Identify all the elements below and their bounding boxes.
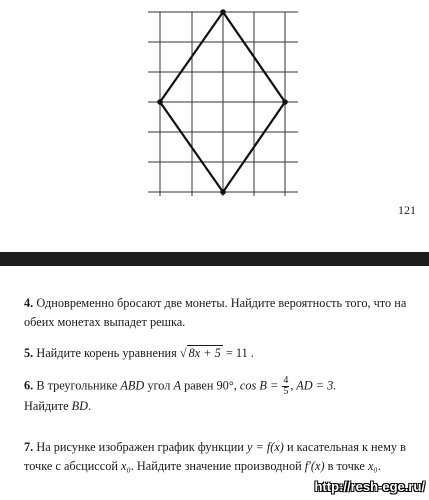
abscissa-x0: x₀ [121, 459, 131, 473]
cos-label: cos B = [239, 378, 279, 393]
page-number: 121 [398, 203, 416, 217]
problem-7-period: . [377, 459, 381, 473]
ad-label: , AD = 3. [290, 378, 337, 393]
problem-6 [24, 376, 416, 416]
problem-7-text-2b: . Найдите значение производной [130, 459, 302, 473]
fraction-numerator: 4 [283, 375, 289, 386]
problem-4-text: Одновременно бросают две монеты. Найдите вероятность того, что на обеих монетах выпадет решка. [24, 296, 407, 329]
problem-6-text-2: угол [147, 378, 171, 393]
watermark-link[interactable]: http://resh-ege.ru/ [314, 479, 425, 494]
problem-6-text-1: В треугольнике [36, 378, 118, 393]
problem-4 [24, 294, 416, 332]
vertex-left [157, 99, 163, 105]
sqrt-symbol: √ [179, 346, 187, 360]
problem-7-text-3: в точке [327, 459, 365, 473]
problem-7-text-1b: и касательная [286, 440, 359, 454]
triangle-name: ABD [120, 378, 145, 393]
fraction [282, 376, 289, 397]
vertex-right [282, 99, 288, 105]
problem-6-text-4: Найдите [24, 399, 69, 413]
problem-6-text-3: равен 90°, [184, 378, 237, 393]
angle-name: A [173, 378, 181, 393]
problem-7-text-2: к нему в точке с абсциссой [24, 440, 406, 473]
segment-bd: BD [71, 399, 89, 413]
page-separator [0, 252, 429, 266]
problem-7-text-1: На рисунке изображен график функции [36, 440, 244, 454]
radicand: 8x + 5 [188, 346, 221, 360]
problems-section [0, 266, 429, 500]
fraction-denominator: 5 [283, 386, 289, 397]
function-expression: y = f(x) [246, 440, 284, 454]
problem-6-number: 6. [24, 378, 34, 393]
problem-5-text: Найдите корень уравнения [36, 346, 177, 360]
point-x0: x₀ [367, 459, 378, 473]
derivative-expression: f′(x) [304, 459, 325, 473]
problem-7 [24, 438, 416, 476]
equation-rhs: = 11 . [225, 346, 254, 360]
vertex-top [220, 9, 226, 15]
vertex-bottom [220, 189, 226, 195]
problem-6-period: . [88, 399, 92, 413]
problem-5 [24, 344, 416, 363]
problem-5-number: 5. [24, 346, 34, 360]
problem-4-number: 4. [24, 296, 34, 310]
problem-7-number: 7. [24, 440, 34, 454]
